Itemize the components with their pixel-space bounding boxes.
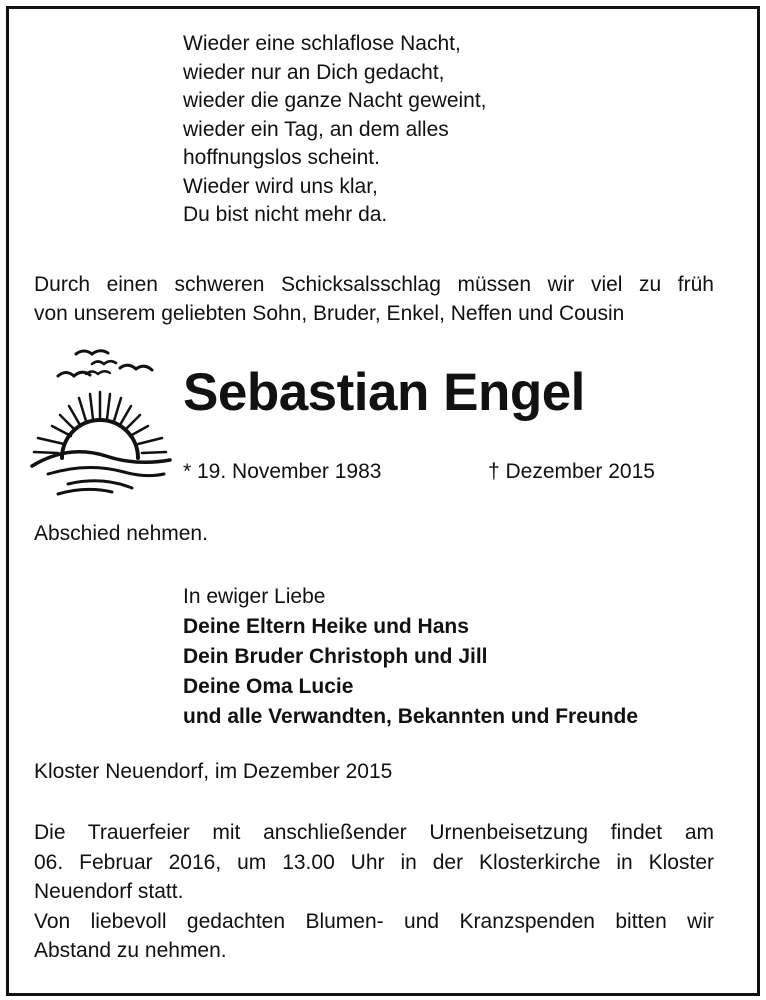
poem-line: wieder nur an Dich gedacht, [183,60,445,84]
info-line: Die Trauerfeier mit anschließender Urnenbeisetzung findet am [34,821,714,844]
signature-line: Dein Bruder Christoph und Jill [183,645,488,668]
signature-line: und alle Verwandten, Bekannten und Freunde [183,705,639,728]
deceased-name: Sebastian Engel [183,363,585,422]
birth-date: * 19. November 1983 [183,460,382,483]
farewell-text: Abschied nehmen. [34,522,208,545]
intro-line: von unserem geliebten Sohn, Bruder, Enkel, Neffen und Cousin [34,302,625,325]
poem [183,30,487,230]
poem-line: Wieder eine schlaflose Nacht, [183,32,461,55]
death-date: † Dezember 2015 [488,460,655,483]
poem-line: hoffnungslos scheint. [183,146,380,169]
info-line: 06. Februar 2016, um 13.00 Uhr in der Klosterkirche in Kloster [34,850,714,874]
poem-line: Du bist nicht mehr da. [183,203,388,226]
funeral-info [34,818,714,966]
intro-text [34,270,714,328]
info-line: Von liebevoll gedachten Blumen- und Kranzspenden bitten wir [34,909,714,933]
info-line: Abstand zu nehmen. [34,939,227,962]
signature-line: Deine Oma Lucie [183,675,354,698]
signatures-intro: In ewiger Liebe [183,585,326,608]
info-line: Neuendorf statt. [34,880,184,903]
intro-line: Durch einen schweren Schicksalsschlag müssen wir viel zu früh [34,273,714,296]
signature-line: Deine Eltern Heike und Hans [183,615,469,638]
sunset-with-birds-icon [28,340,173,500]
poem-line: Wieder wird uns klar, [183,174,378,198]
poem-line: wieder die ganze Nacht geweint, [183,89,487,112]
signatures [183,582,638,732]
poem-line: wieder ein Tag, an dem alles [183,117,449,141]
place-date: Kloster Neuendorf, im Dezember 2015 [34,760,393,783]
